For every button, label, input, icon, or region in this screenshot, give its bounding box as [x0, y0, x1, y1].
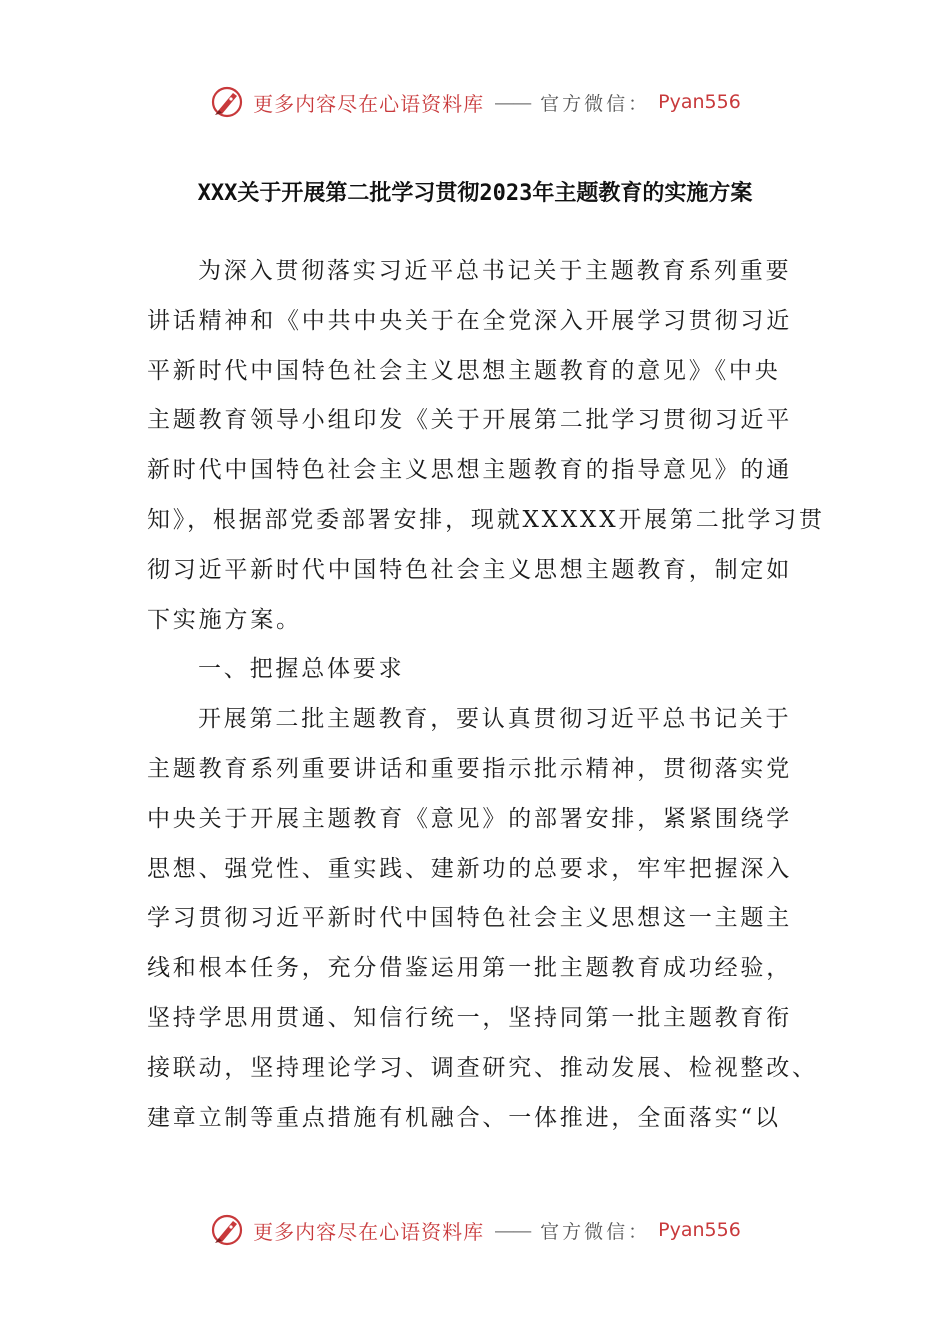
paragraph-line: 主题教育领导小组印发《关于开展第二批学习贯彻习近平 — [147, 407, 792, 434]
paragraph-line: 坚持学思用贯通、知信行统一，坚持同第一批主题教育衔 — [147, 1004, 792, 1031]
paragraph-line: 彻习近平新时代中国特色社会主义思想主题教育，制定如 — [147, 556, 792, 583]
paragraph-line: 学习贯彻习近平新时代中国特色社会主义思想这一主题主 — [147, 905, 792, 932]
paragraph-line: 线和根本任务，充分借鉴运用第一批主题教育成功经验， — [147, 955, 792, 982]
pen-nib-logo-icon — [209, 84, 245, 120]
paragraph-line: 建章立制等重点措施有机融合、一体推进，全面落实“以 — [147, 1104, 781, 1131]
paragraph-line: 新时代中国特色社会主义思想主题教育的指导意见》的通 — [147, 457, 792, 484]
banner-content — [209, 84, 741, 120]
paragraph-line: 接联动，坚持理论学习、调查研究、推动发展、检视整改、 — [147, 1054, 818, 1081]
paragraph-line: 知》，根据部党委部署安排，现就XXXXX开展第二批学习贯 — [147, 506, 825, 533]
banner-dash: —— — [494, 90, 531, 114]
banner-dash: —— — [494, 1218, 531, 1242]
paragraph-line: 中央关于开展主题教育《意见》的部署安排，紧紧围绕学 — [147, 805, 792, 832]
paragraph-line: 思想、强党性、重实践、建新功的总要求，牢牢把握深入 — [147, 855, 792, 882]
banner-slogan: 更多内容尽在心语资料库 — [253, 1219, 485, 1244]
footer-banner — [0, 1208, 950, 1252]
banner-wechat-id: Pyan556 — [658, 1219, 741, 1241]
paragraph-line: 讲话精神和《中共中央关于在全党深入开展学习贯彻习近 — [147, 307, 792, 334]
banner-slogan: 更多内容尽在心语资料库 — [253, 91, 485, 116]
paragraph-line: 下实施方案。 — [147, 606, 302, 633]
paragraph-line: 开展第二批主题教育，要认真贯彻习近平总书记关于 — [198, 706, 792, 733]
banner-wechat-id: Pyan556 — [658, 91, 741, 113]
pen-nib-logo-icon — [209, 1212, 245, 1248]
paragraph-line: 主题教育系列重要讲话和重要指示批示精神，贯彻落实党 — [147, 755, 792, 782]
document-title: XXX关于开展第二批学习贯彻2023年主题教育的实施方案 — [197, 181, 753, 206]
banner-content — [209, 1212, 741, 1248]
header-banner — [0, 80, 950, 124]
banner-wechat-label: 官方微信： — [540, 1220, 651, 1243]
document-body — [147, 247, 825, 1143]
paragraph-line: 平新时代中国特色社会主义思想主题教育的意见》《中央 — [147, 357, 781, 384]
section-heading: 一、把握总体要求 — [198, 656, 405, 683]
banner-wechat-label: 官方微信： — [540, 92, 651, 115]
paragraph-line: 为深入贯彻落实习近平总书记关于主题教育系列重要 — [198, 258, 792, 284]
